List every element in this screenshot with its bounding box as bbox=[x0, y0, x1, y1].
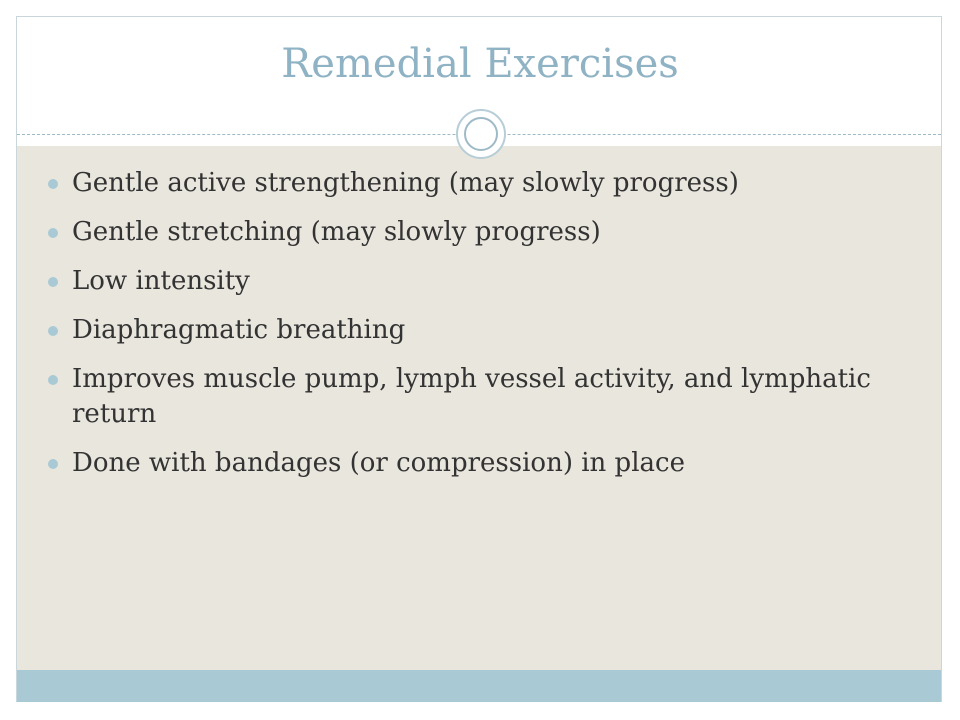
bullet-text: Gentle active strengthening (may slowly progress) bbox=[72, 168, 739, 198]
circle-ornament-inner-ring bbox=[464, 117, 498, 151]
bullet-dot-icon bbox=[48, 326, 58, 336]
bullet-dot-icon bbox=[48, 228, 58, 238]
bottom-accent-band bbox=[17, 670, 941, 702]
bullet-item bbox=[48, 264, 898, 299]
bullet-list bbox=[48, 166, 898, 495]
bullet-dot-icon bbox=[48, 459, 58, 469]
bullet-dot-icon bbox=[48, 179, 58, 189]
bullet-text: Gentle stretching (may slowly progress) bbox=[72, 217, 601, 247]
bullet-text: Improves muscle pump, lymph vessel activity, and lymphatic return bbox=[72, 364, 871, 429]
bullet-text: Done with bandages (or compression) in place bbox=[72, 448, 685, 478]
bullet-dot-icon bbox=[48, 375, 58, 385]
slide-title: Remedial Exercises bbox=[281, 41, 679, 87]
bullet-text: Low intensity bbox=[72, 266, 250, 296]
bullet-item bbox=[48, 313, 898, 348]
bullet-item bbox=[48, 446, 898, 481]
circle-ornament-icon bbox=[456, 109, 506, 159]
bullet-text: Diaphragmatic breathing bbox=[72, 315, 406, 345]
bullet-item bbox=[48, 166, 898, 201]
bullet-item bbox=[48, 215, 898, 250]
bullet-dot-icon bbox=[48, 277, 58, 287]
bullet-item bbox=[48, 362, 898, 432]
